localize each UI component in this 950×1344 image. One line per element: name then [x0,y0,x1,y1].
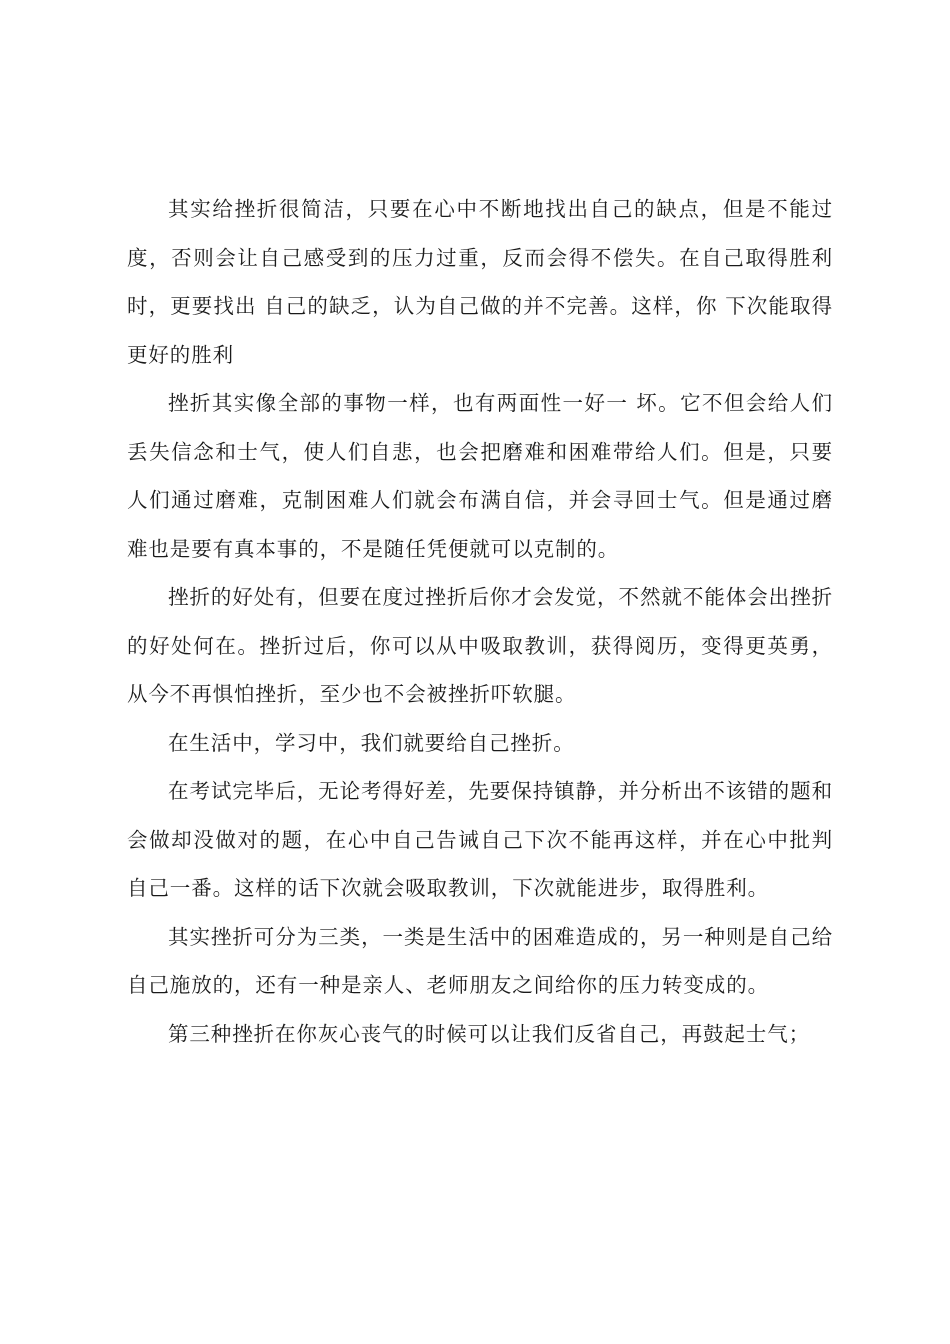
paragraph-7: 第三种挫折在你灰心丧气的时候可以让我们反省自己，再鼓起士气； [168,1021,810,1046]
paragraph-4: 在生活中，学习中，我们就要给自己挫折。 [168,730,575,755]
paragraph-5: 在考试完毕后，无论考得好差，先要保持镇静，并分析出不该错的题和会做却没做对的题，在心中自己告诫自己下次不能再这样，并在心中批判自己一番。这样的话下次就会吸取教训，下次就能进步，取得胜利。 [127,779,833,900]
paragraph-3: 挫折的好处有，但要在度过挫折后你才会发觉，不然就不能体会出挫折的好处何在。挫折过后，你可以从中吸取教训，获得阅历，变得更英勇，从今不再惧怕挫折，至少也不会被挫折吓软腿。 [127,585,833,706]
paragraph-6: 其实挫折可分为三类，一类是生活中的困难造成的，另一种则是自己给自己施放的，还有一种是亲人、老师朋友之间给你的压力转变成的。 [127,924,833,997]
document-body [127,185,833,1058]
paragraph-1: 其实给挫折很简洁，只要在心中不断地找出自己的缺点，但是不能过度，否则会让自己感受到的压力过重，反而会得不偿失。在自己取得胜利时，更要找出 自己的缺乏，认为自己做的并不完善。这样，你 下次能取得更好的胜利 [127,197,833,367]
paragraph-2: 挫折其实像全部的事物一样，也有两面性一好一 坏。它不但会给人们丢失信念和士气，使人们自悲，也会把磨难和困难带给人们。但是，只要人们通过磨难，克制困难人们就会布满自信，并会寻回士气。但是通过磨难也是要有真本事的，不是随任凭便就可以克制的。 [127,391,833,561]
